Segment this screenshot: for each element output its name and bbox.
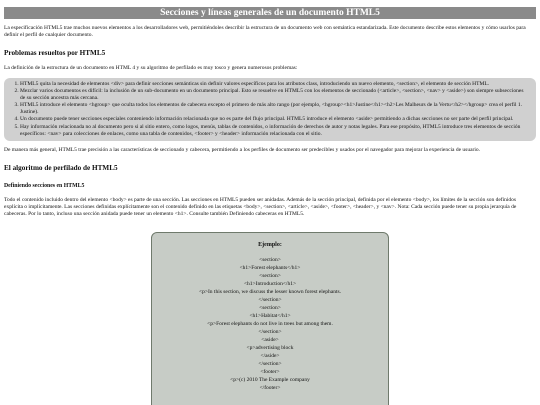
code-line: <h1>Introduction</h1> (243, 281, 297, 288)
code-line: <p>Forest elephants do not live in trees but among them. (207, 320, 333, 327)
list-item: 4. Un documento puede tener secciones especiales conteniendo información relacionada que no es parte del flujo principal. HTML5 introduce el elemento <aside> permitiendo a dichas secciones no ser parte del perfil principal. (20, 116, 530, 123)
example-title: Ejemplo: (258, 242, 282, 249)
code-line: <p>(c) 2010 The Example company (230, 376, 310, 383)
code-line: <aside> (261, 336, 279, 343)
code-line: <section> (259, 257, 281, 264)
code-line: <footer> (260, 368, 280, 375)
code-line: </section> (258, 297, 282, 303)
code-block (160, 257, 380, 392)
code-line: </footer> (259, 384, 281, 391)
page-title: Secciones y líneas generales de un documento HTML5 (4, 7, 536, 19)
list-item: 1. HTML5 quita la necesidad de elementos <div> para definir secciones semánticas sin definir valores específicos para los atributos class, introduciendo un nuevo elemento, <section>, el elemento de sección HTML. (20, 81, 530, 88)
section-heading-algorithm: El algoritmo de perfilado de HTML5 (4, 164, 118, 173)
code-line: </section> (258, 328, 282, 335)
code-line: </section> (258, 360, 282, 367)
code-line: <p>In this section, we discuss the lesser known forest elephants. (199, 289, 341, 296)
main-content (0, 25, 540, 405)
section-heading-problems: Problemas resueltos por HTML5 (4, 49, 106, 58)
problems-closing-paragraph: De manera más general, HTML5 trae precisión a las características de seccionado y cabecera, permitiendo a los perfiles de documento ser predecibles y usados por el navegador para mejorar la experiencia de usuario. (4, 146, 480, 153)
code-line: <section> (259, 273, 281, 280)
example-code-box (151, 232, 389, 405)
problems-list (4, 78, 536, 141)
list-item: 5. Hay información relacionada no al documento pero si al sitio entero, como logos, menús, tablas de contenidos, o información de derechos de autor y notas legales. Para ese propósito, HTML5 introduce tres elementos de sección específicos: <nav> para colecciones de enlaces, como una tabla de contenidos, <footer> y <header> información relacionada con el sitio. (20, 124, 530, 138)
list-item: 2. Mezclar varios documentos es difícil: la inclusión de un sub-documento en un documento principal. Esto se resuelve en HTML5 con los elementos de seccionado (<article>, <section>, <nav> y <aside>) son siempre subsecciones de su sección ancestra más cercana. (20, 88, 530, 102)
intro-paragraph: La especificación HTML5 trae muchos nuevos elementos a los desarrolladores web, permitiéndoles describir la estructura de un documento web con semántica estandarizada. Este documento describe estos elementos y cómo usarlos para definir el perfil de cualquier documento. (4, 25, 526, 39)
subheading-defining-sections: Definiendo secciones en HTML5 (4, 183, 85, 190)
code-line: <section> (259, 304, 281, 311)
problems-lead-paragraph: La definición de la estructura de un documento en HTML 4 y su algoritmo de perfilado es muy tosco y genera numerosos problemas: (4, 64, 298, 71)
code-line: <h1>Habitat</h1> (249, 312, 291, 319)
list-item: 3. HTML5 introduce el elemento <hgroup> que oculta todos los elementos de cabecera excepto el primero de más alto rango (por ejemplo, <hgroup><h1>Justine</h1><h2>Les Malheurs de la Vertu</h2></hgroup> crea el perfil 1. Justine). (20, 102, 530, 116)
defining-sections-paragraph: Todo el contenido incluido dentro del elemento <body> es parte de una sección. Las secciones en HTML5 pueden ser anidadas. Además de la sección principal, definida por el elemento <body>, los límites de la sección son definidos explícita o implícitamente. Las secciones definidas explícitamente son el contenido definido en las etiquetas <body>, <section>, <article>, <aside>, <footer>, <header>, y <nav>. Nota: Cada sección puede tener su propia jerarquía de cabeceras. Por lo tanto, incluso una sección anidada puede tener un elemento <h1>. Consulte también Definiendo cabeceras en HTML5. (4, 196, 517, 218)
code-line: <h1>Forest elephants</h1> (239, 265, 301, 272)
code-line: <p>advertising block (246, 344, 294, 351)
code-line: </aside> (260, 352, 280, 359)
